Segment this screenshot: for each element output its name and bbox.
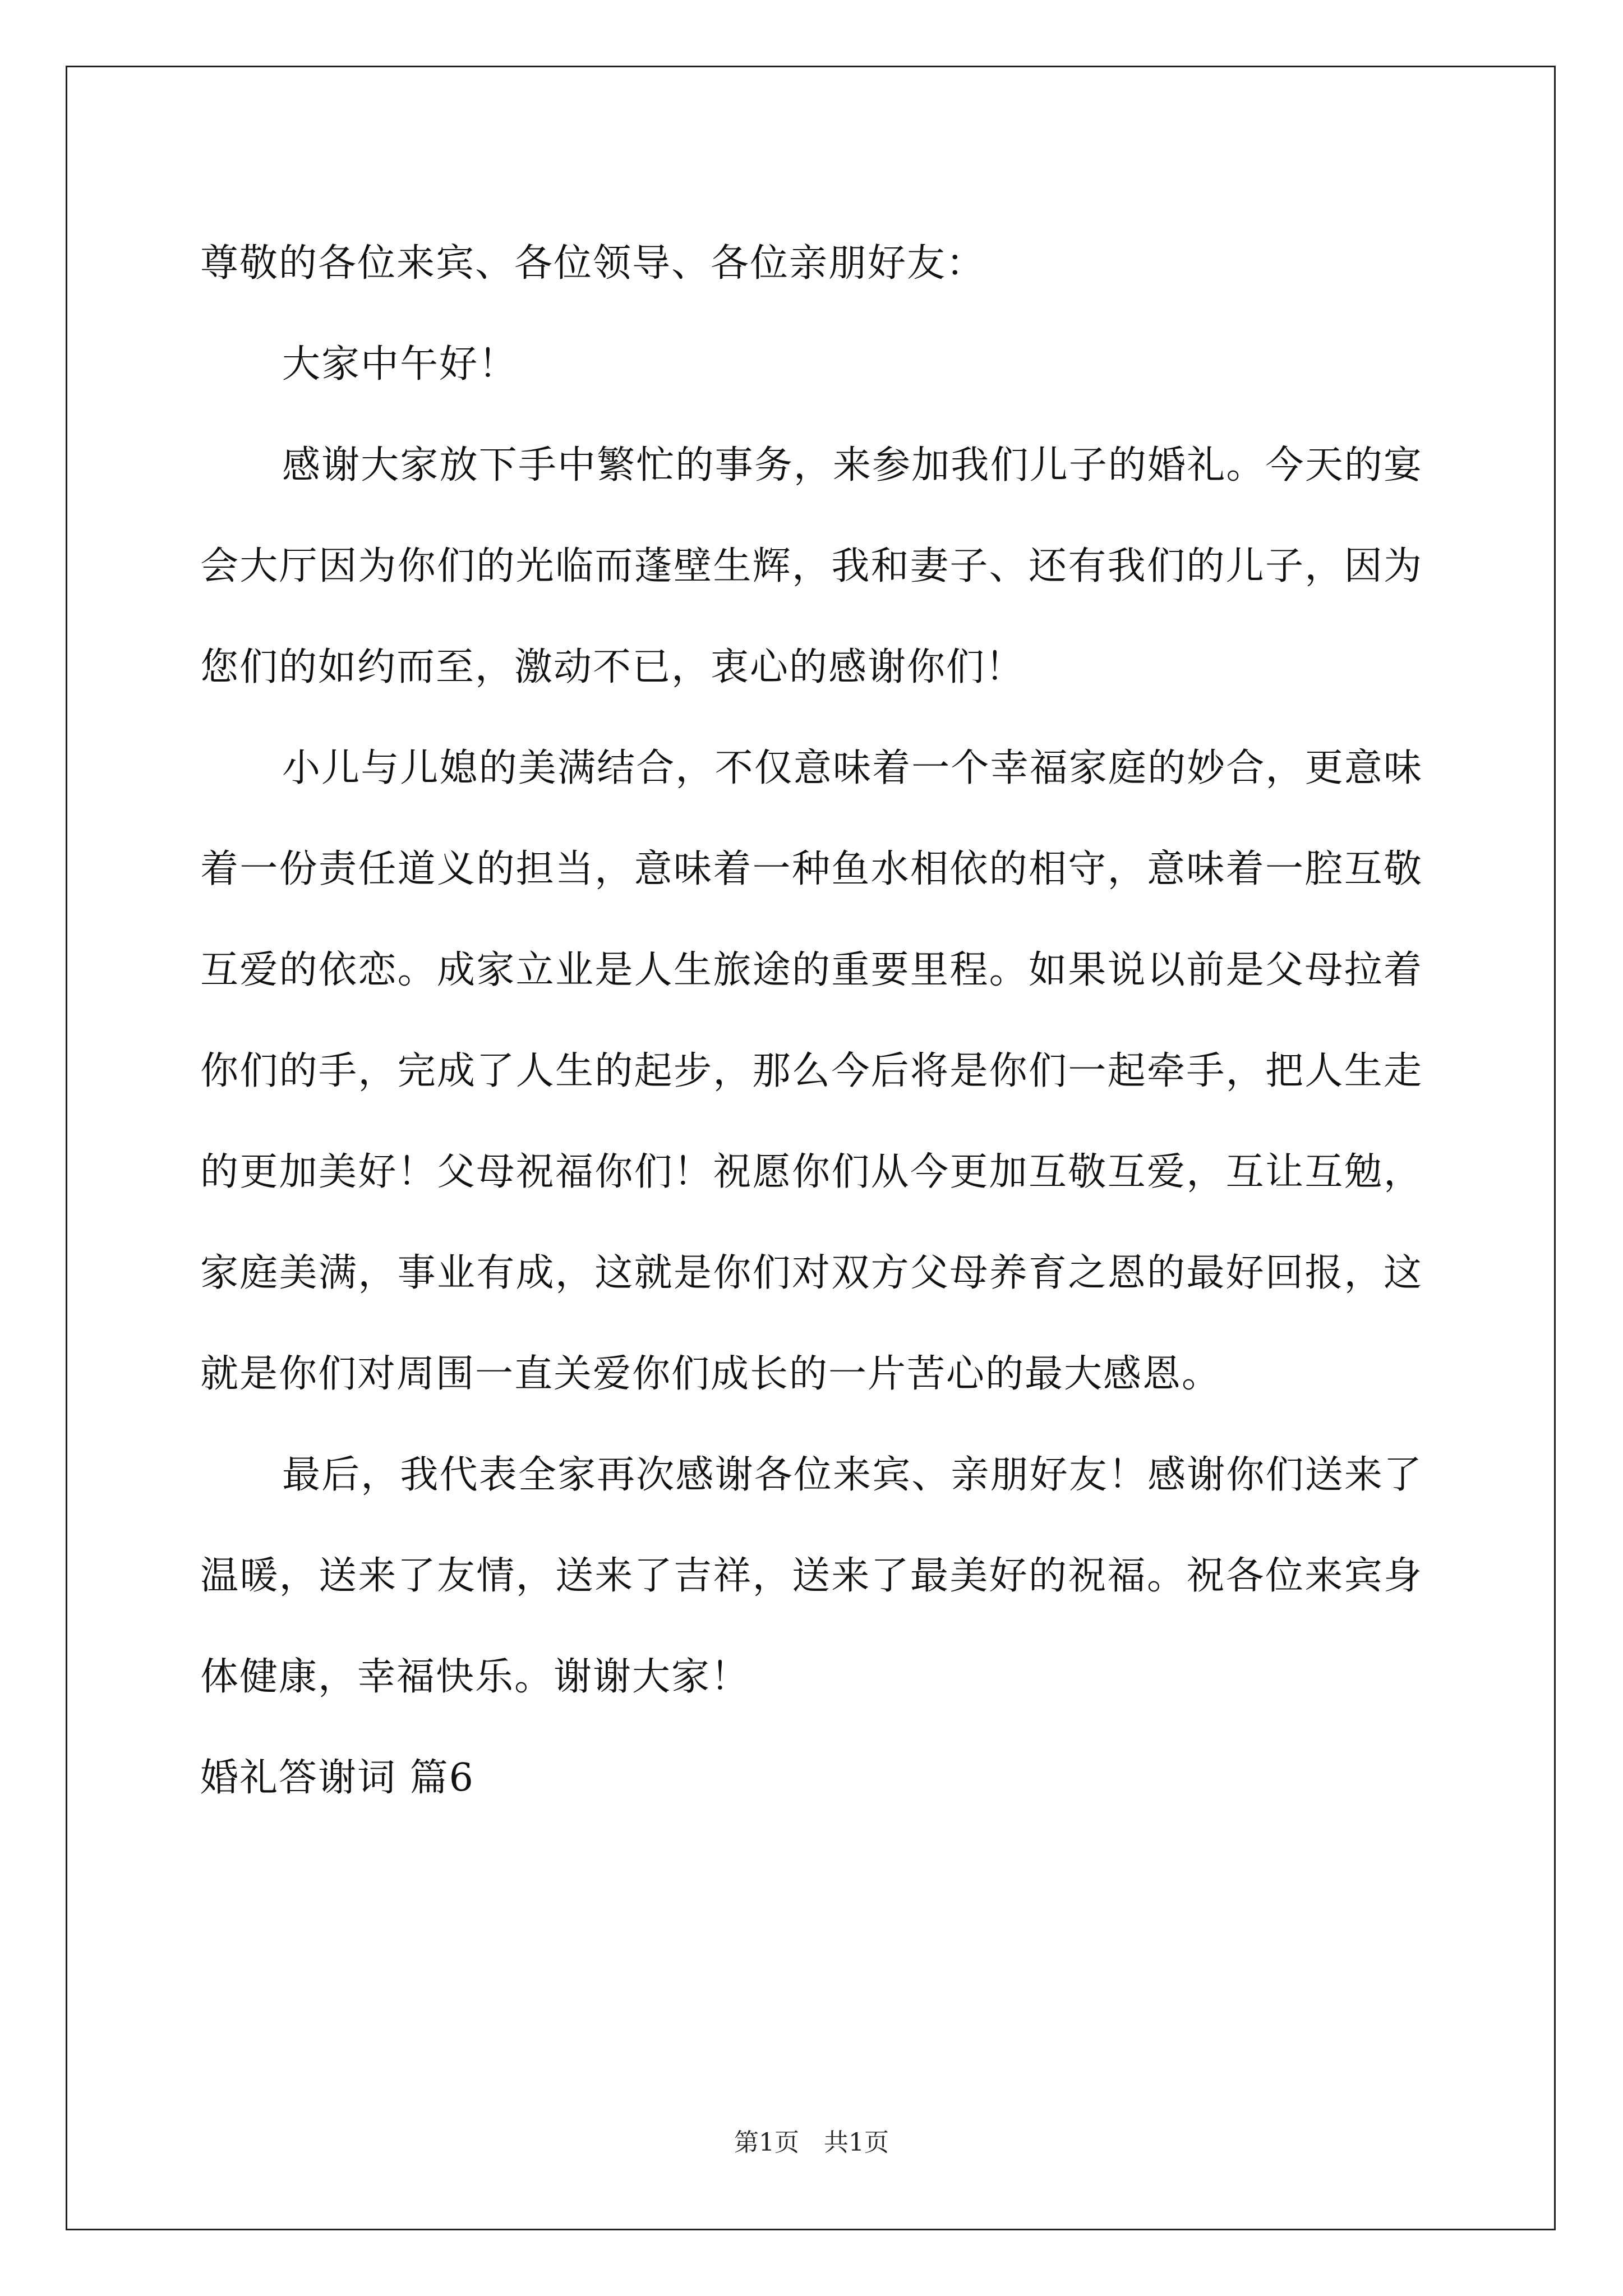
document-body: [200, 213, 1423, 1829]
paragraph-thanks: 感谢大家放下手中繁忙的事务，来参加我们儿子的婚礼。今天的宴会大厅因为你们的光临而蓬壁生辉，我和妻子、还有我们的儿子，因为您们的如约而至，激动不已，衷心的感谢你们！: [200, 443, 1423, 689]
section-heading: 婚礼答谢词 篇6: [200, 1756, 474, 1800]
paragraph-blessing: 小儿与儿媳的美满结合，不仅意味着一个幸福家庭的妙合，更意味着一份责任道义的担当，意味着一种鱼水相依的相守，意味着一腔互敬互爱的依恋。成家立业是人生旅途的重要里程。如果说以前是父母拉着你们的手，完成了人生的起步，那么今后将是你们一起牵手，把人生走的更加美好！父母祝福你们！祝愿你们从今更加互敬互爱，互让互勉，家庭美满，事业有成，这就是你们对双方父母养育之恩的最好回报，这就是你们对周围一直关爱你们成长的一片苦心的最大感恩。: [200, 746, 1423, 1396]
salutation: 尊敬的各位来宾、各位领导、各位亲朋好友：: [200, 241, 986, 286]
paragraph-closing: 最后，我代表全家再次感谢各位来宾、亲朋好友！感谢你们送来了温暖，送来了友情，送来了吉祥，送来了最美好的祝福。祝各位来宾身体健康，幸福快乐。谢谢大家！: [200, 1453, 1423, 1699]
page-number-footer: 第1页 共1页: [734, 2128, 889, 2157]
paragraph-greeting: 大家中午好！: [282, 342, 518, 386]
